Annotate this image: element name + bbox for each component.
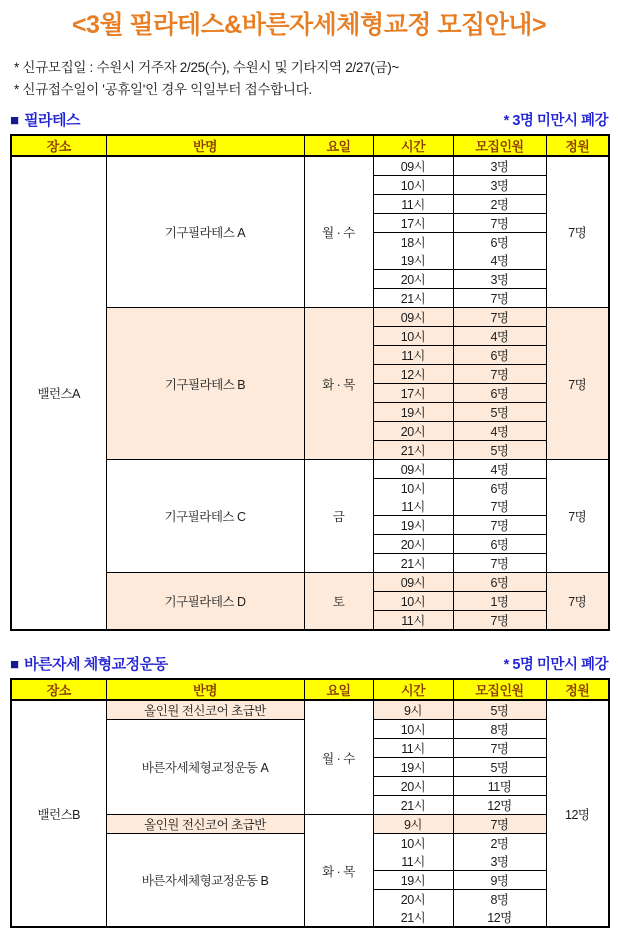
- table-cell: 11명: [453, 777, 546, 796]
- column-header: 정원: [546, 679, 609, 700]
- column-header: 반명: [106, 135, 304, 156]
- column-header: 요일: [304, 679, 373, 700]
- table-cell: 7명: [453, 739, 546, 758]
- table-cell: 7명: [453, 214, 546, 233]
- table-cell: 6명: [453, 535, 546, 554]
- notice-document: [0, 8, 618, 925]
- column-header: 요일: [304, 135, 373, 156]
- table-cell: 09시: [373, 573, 453, 592]
- page-title: <3월 필라테스&바른자세체형교정 모집안내>: [71, 11, 547, 39]
- table-cell: 09시: [373, 308, 453, 327]
- table-cell: 21시: [373, 796, 453, 815]
- table-cell: 20시: [373, 422, 453, 441]
- table-cell: 6명: [453, 233, 546, 252]
- table-cell: 20시: [373, 535, 453, 554]
- table-cell: 3명: [453, 156, 546, 176]
- section-marker-icon: ■: [10, 112, 20, 129]
- table-cell: 금: [304, 460, 373, 573]
- table-cell: 7명: [546, 573, 609, 631]
- table-cell: 화 · 목: [304, 815, 373, 928]
- table-cell: 09시: [373, 156, 453, 176]
- table-cell: 10시: [373, 176, 453, 195]
- table-cell: 11시: [373, 739, 453, 758]
- table-cell: 7명: [453, 554, 546, 573]
- section-marker-icon: ■: [10, 656, 20, 673]
- table-cell: 5명: [453, 700, 546, 720]
- column-header: 정원: [546, 135, 609, 156]
- table-cell: 2명: [453, 834, 546, 853]
- table-cell: 7명: [546, 460, 609, 573]
- table-cell: 기구필라테스 D: [106, 573, 304, 631]
- table-cell: 7명: [546, 156, 609, 308]
- column-header: 장소: [11, 135, 106, 156]
- table-cell: 4명: [453, 422, 546, 441]
- table-cell: 11시: [373, 611, 453, 631]
- table-cell: 21시: [373, 908, 453, 927]
- table-cell: 기구필라테스 B: [106, 308, 304, 460]
- table-cell: 19시: [373, 871, 453, 890]
- table-cell: 4명: [453, 460, 546, 479]
- table-cell: 12시: [373, 365, 453, 384]
- table-cell: 21시: [373, 554, 453, 573]
- notice-line-1: * 신규모집일 : 수원시 거주자 2/25(수), 수원시 및 기타지역 2/27(금)~: [14, 60, 399, 75]
- table-cell: 5명: [453, 758, 546, 777]
- table-cell: 18시: [373, 233, 453, 252]
- table-cell: 7명: [546, 308, 609, 460]
- table-cell: 3명: [453, 270, 546, 289]
- table-cell: 20시: [373, 777, 453, 796]
- table-cell: 17시: [373, 214, 453, 233]
- table-cell: 5명: [453, 441, 546, 460]
- table-cell: 월 · 수: [304, 700, 373, 815]
- section-title: 필라테스: [24, 112, 81, 129]
- table-cell: 19시: [373, 251, 453, 270]
- table-cell: 6명: [453, 384, 546, 403]
- column-header: 장소: [11, 679, 106, 700]
- column-header: 시간: [373, 135, 453, 156]
- table-cell: 7명: [453, 289, 546, 308]
- table-cell: 6명: [453, 573, 546, 592]
- posture-schedule-table: [10, 678, 610, 928]
- table-cell: 21시: [373, 441, 453, 460]
- table-cell: 3명: [453, 852, 546, 871]
- table-cell: 7명: [453, 516, 546, 535]
- table-cell: 19시: [373, 758, 453, 777]
- table-cell: 화 · 목: [304, 308, 373, 460]
- column-header: 모집인원: [453, 135, 546, 156]
- table-cell: 19시: [373, 516, 453, 535]
- notice-block: [14, 57, 618, 100]
- table-cell: 3명: [453, 176, 546, 195]
- table-cell: 12명: [453, 796, 546, 815]
- table-cell: 9시: [373, 815, 453, 834]
- table-cell: 09시: [373, 460, 453, 479]
- table-cell: 기구필라테스 A: [106, 156, 304, 308]
- table-cell: 월 · 수: [304, 156, 373, 308]
- table-cell: 8명: [453, 720, 546, 739]
- table-cell: 8명: [453, 890, 546, 909]
- table-cell: 토: [304, 573, 373, 631]
- table-cell: 7명: [453, 815, 546, 834]
- table-cell: 올인원 전신코어 초급반: [106, 815, 304, 834]
- table-cell: 20시: [373, 270, 453, 289]
- section-header-posture: [10, 655, 608, 675]
- table-cell: 17시: [373, 384, 453, 403]
- table-cell: 바른자세체형교정운동 B: [106, 834, 304, 928]
- table-cell: 6명: [453, 346, 546, 365]
- table-cell: 올인원 전신코어 초급반: [106, 700, 304, 720]
- table-cell: 7명: [453, 611, 546, 631]
- table-cell: 11시: [373, 346, 453, 365]
- table-cell: 9명: [453, 871, 546, 890]
- table-cell: 10시: [373, 592, 453, 611]
- table-cell: 19시: [373, 403, 453, 422]
- table-cell: 기구필라테스 C: [106, 460, 304, 573]
- table-cell: 11시: [373, 497, 453, 516]
- table-cell: 21시: [373, 289, 453, 308]
- column-header: 반명: [106, 679, 304, 700]
- table-cell: 바른자세체형교정운동 A: [106, 720, 304, 815]
- table-cell: 11시: [373, 852, 453, 871]
- table-cell: 7명: [453, 308, 546, 327]
- table-cell: 4명: [453, 251, 546, 270]
- table-cell: 6명: [453, 479, 546, 498]
- table-cell: 10시: [373, 834, 453, 853]
- section-title: 바른자세 체형교정운동: [24, 656, 168, 673]
- table-cell: 2명: [453, 195, 546, 214]
- table-cell: 10시: [373, 327, 453, 346]
- table-cell: 1명: [453, 592, 546, 611]
- section-header-pilates: [10, 111, 608, 131]
- table-cell: 12명: [453, 908, 546, 927]
- table-cell: 7명: [453, 365, 546, 384]
- table-cell: 밸런스B: [11, 700, 106, 927]
- notice-line-2: * 신규접수일이 '공휴일'인 경우 익일부터 접수합니다.: [14, 81, 312, 97]
- section-side-note: * 5명 미만시 폐강: [503, 657, 608, 673]
- table-cell: 4명: [453, 327, 546, 346]
- table-cell: 12명: [546, 700, 609, 927]
- table-cell: 5명: [453, 403, 546, 422]
- table-cell: 10시: [373, 720, 453, 739]
- section-side-note: * 3명 미만시 폐강: [503, 113, 608, 129]
- table-cell: 9시: [373, 700, 453, 720]
- table-cell: 11시: [373, 195, 453, 214]
- column-header: 모집인원: [453, 679, 546, 700]
- table-cell: 7명: [453, 497, 546, 516]
- table-cell: 20시: [373, 890, 453, 909]
- table-cell: 밸런스A: [11, 156, 106, 630]
- column-header: 시간: [373, 679, 453, 700]
- pilates-schedule-table: [10, 134, 610, 631]
- table-cell: 10시: [373, 479, 453, 498]
